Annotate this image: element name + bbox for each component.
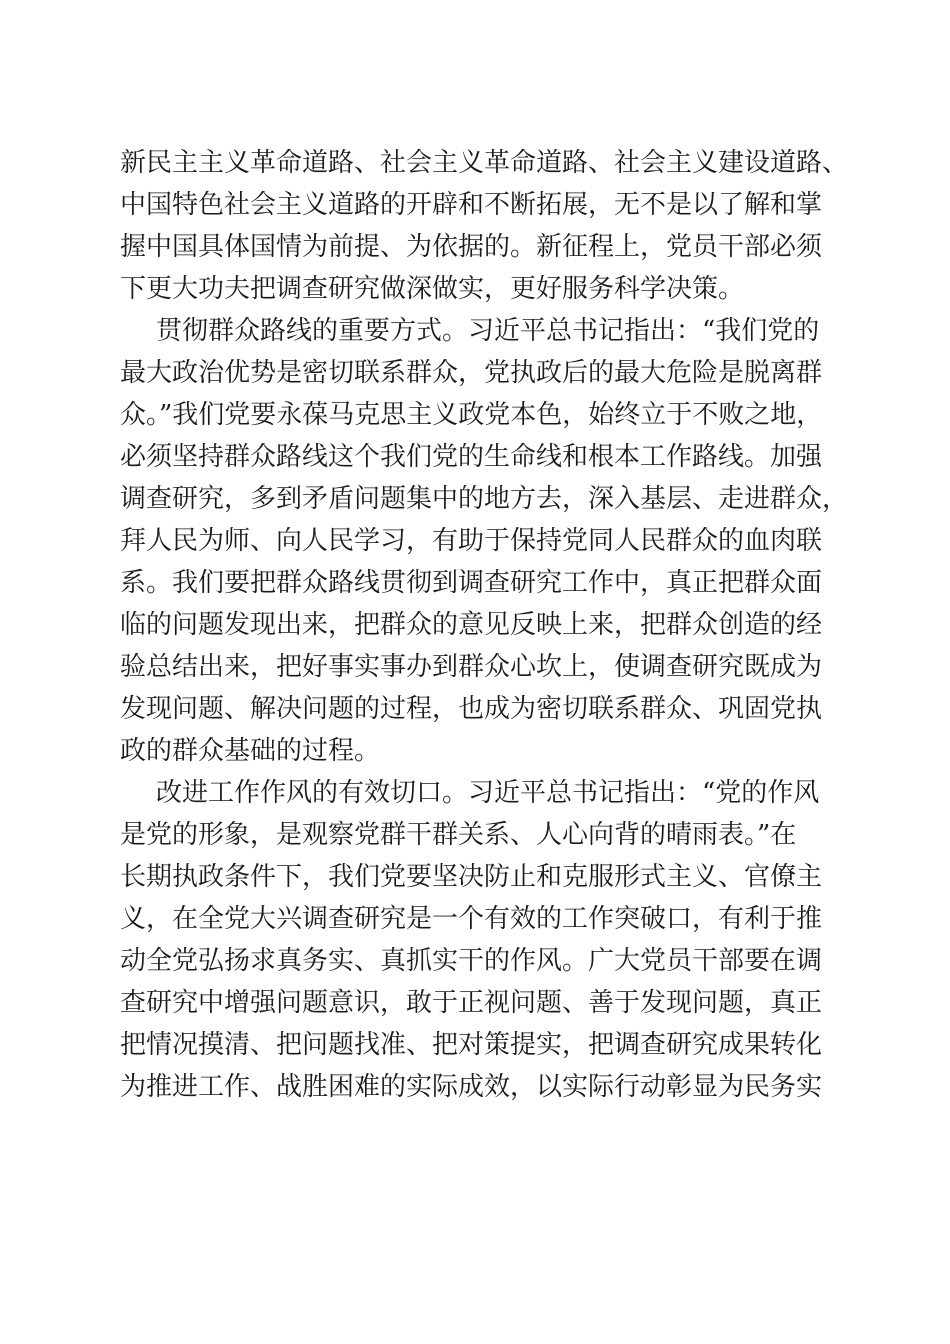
text-line: 新民主主义革命道路、社会主义革命道路、社会主义建设道路、	[120, 148, 849, 178]
text-line: 为推进工作、战胜困难的实际成效，以实际行动彰显为民务实	[120, 1072, 823, 1102]
document-body	[120, 142, 849, 1108]
text-line: 是党的形象，是观察党群干群关系、人心向背的晴雨表。”在	[120, 820, 797, 850]
text-line: 长期执政条件下，我们党要坚决防止和克服形式主义、官僚主	[120, 862, 823, 892]
text-line: 政的群众基础的过程。	[120, 736, 381, 766]
text-line: 动全党弘扬求真务实、真抓实干的作风。广大党员干部要在调	[120, 946, 823, 976]
text-line: 中国特色社会主义道路的开辟和不断拓展，无不是以了解和掌	[120, 190, 823, 220]
text-line: 系。我们要把群众路线贯彻到调查研究工作中，真正把群众面	[120, 568, 823, 598]
text-line: 查研究中增强问题意识，敢于正视问题、善于发现问题，真正	[120, 988, 823, 1018]
text-line: 验总结出来，把好事实事办到群众心坎上，使调查研究既成为	[120, 652, 823, 682]
paragraph-start-line: 改进工作作风的有效切口。习近平总书记指出：“党的作风	[156, 778, 820, 808]
text-line: 临的问题发现出来，把群众的意见反映上来，把群众创造的经	[120, 610, 823, 640]
text-line: 下更大功夫把调查研究做深做实，更好服务科学决策。	[120, 274, 745, 304]
paragraph-start-line: 贯彻群众路线的重要方式。习近平总书记指出：“我们党的	[156, 316, 820, 346]
text-line: 发现问题、解决问题的过程，也成为密切联系群众、巩固党执	[120, 694, 823, 724]
text-line: 众。”我们党要永葆马克思主义政党本色，始终立于不败之地，	[120, 400, 823, 430]
text-line: 把情况摸清、把问题找准、把对策提实，把调查研究成果转化	[120, 1030, 823, 1060]
text-line: 最大政治优势是密切联系群众，党执政后的最大危险是脱离群	[120, 358, 823, 388]
text-line: 调查研究，多到矛盾问题集中的地方去，深入基层、走进群众，	[120, 484, 849, 514]
text-line: 拜人民为师、向人民学习，有助于保持党同人民群众的血肉联	[120, 526, 823, 556]
text-line: 义，在全党大兴调查研究是一个有效的工作突破口，有利于推	[120, 904, 823, 934]
text-line: 握中国具体国情为前提、为依据的。新征程上，党员干部必须	[120, 232, 823, 262]
text-line: 必须坚持群众路线这个我们党的生命线和根本工作路线。加强	[120, 442, 823, 472]
